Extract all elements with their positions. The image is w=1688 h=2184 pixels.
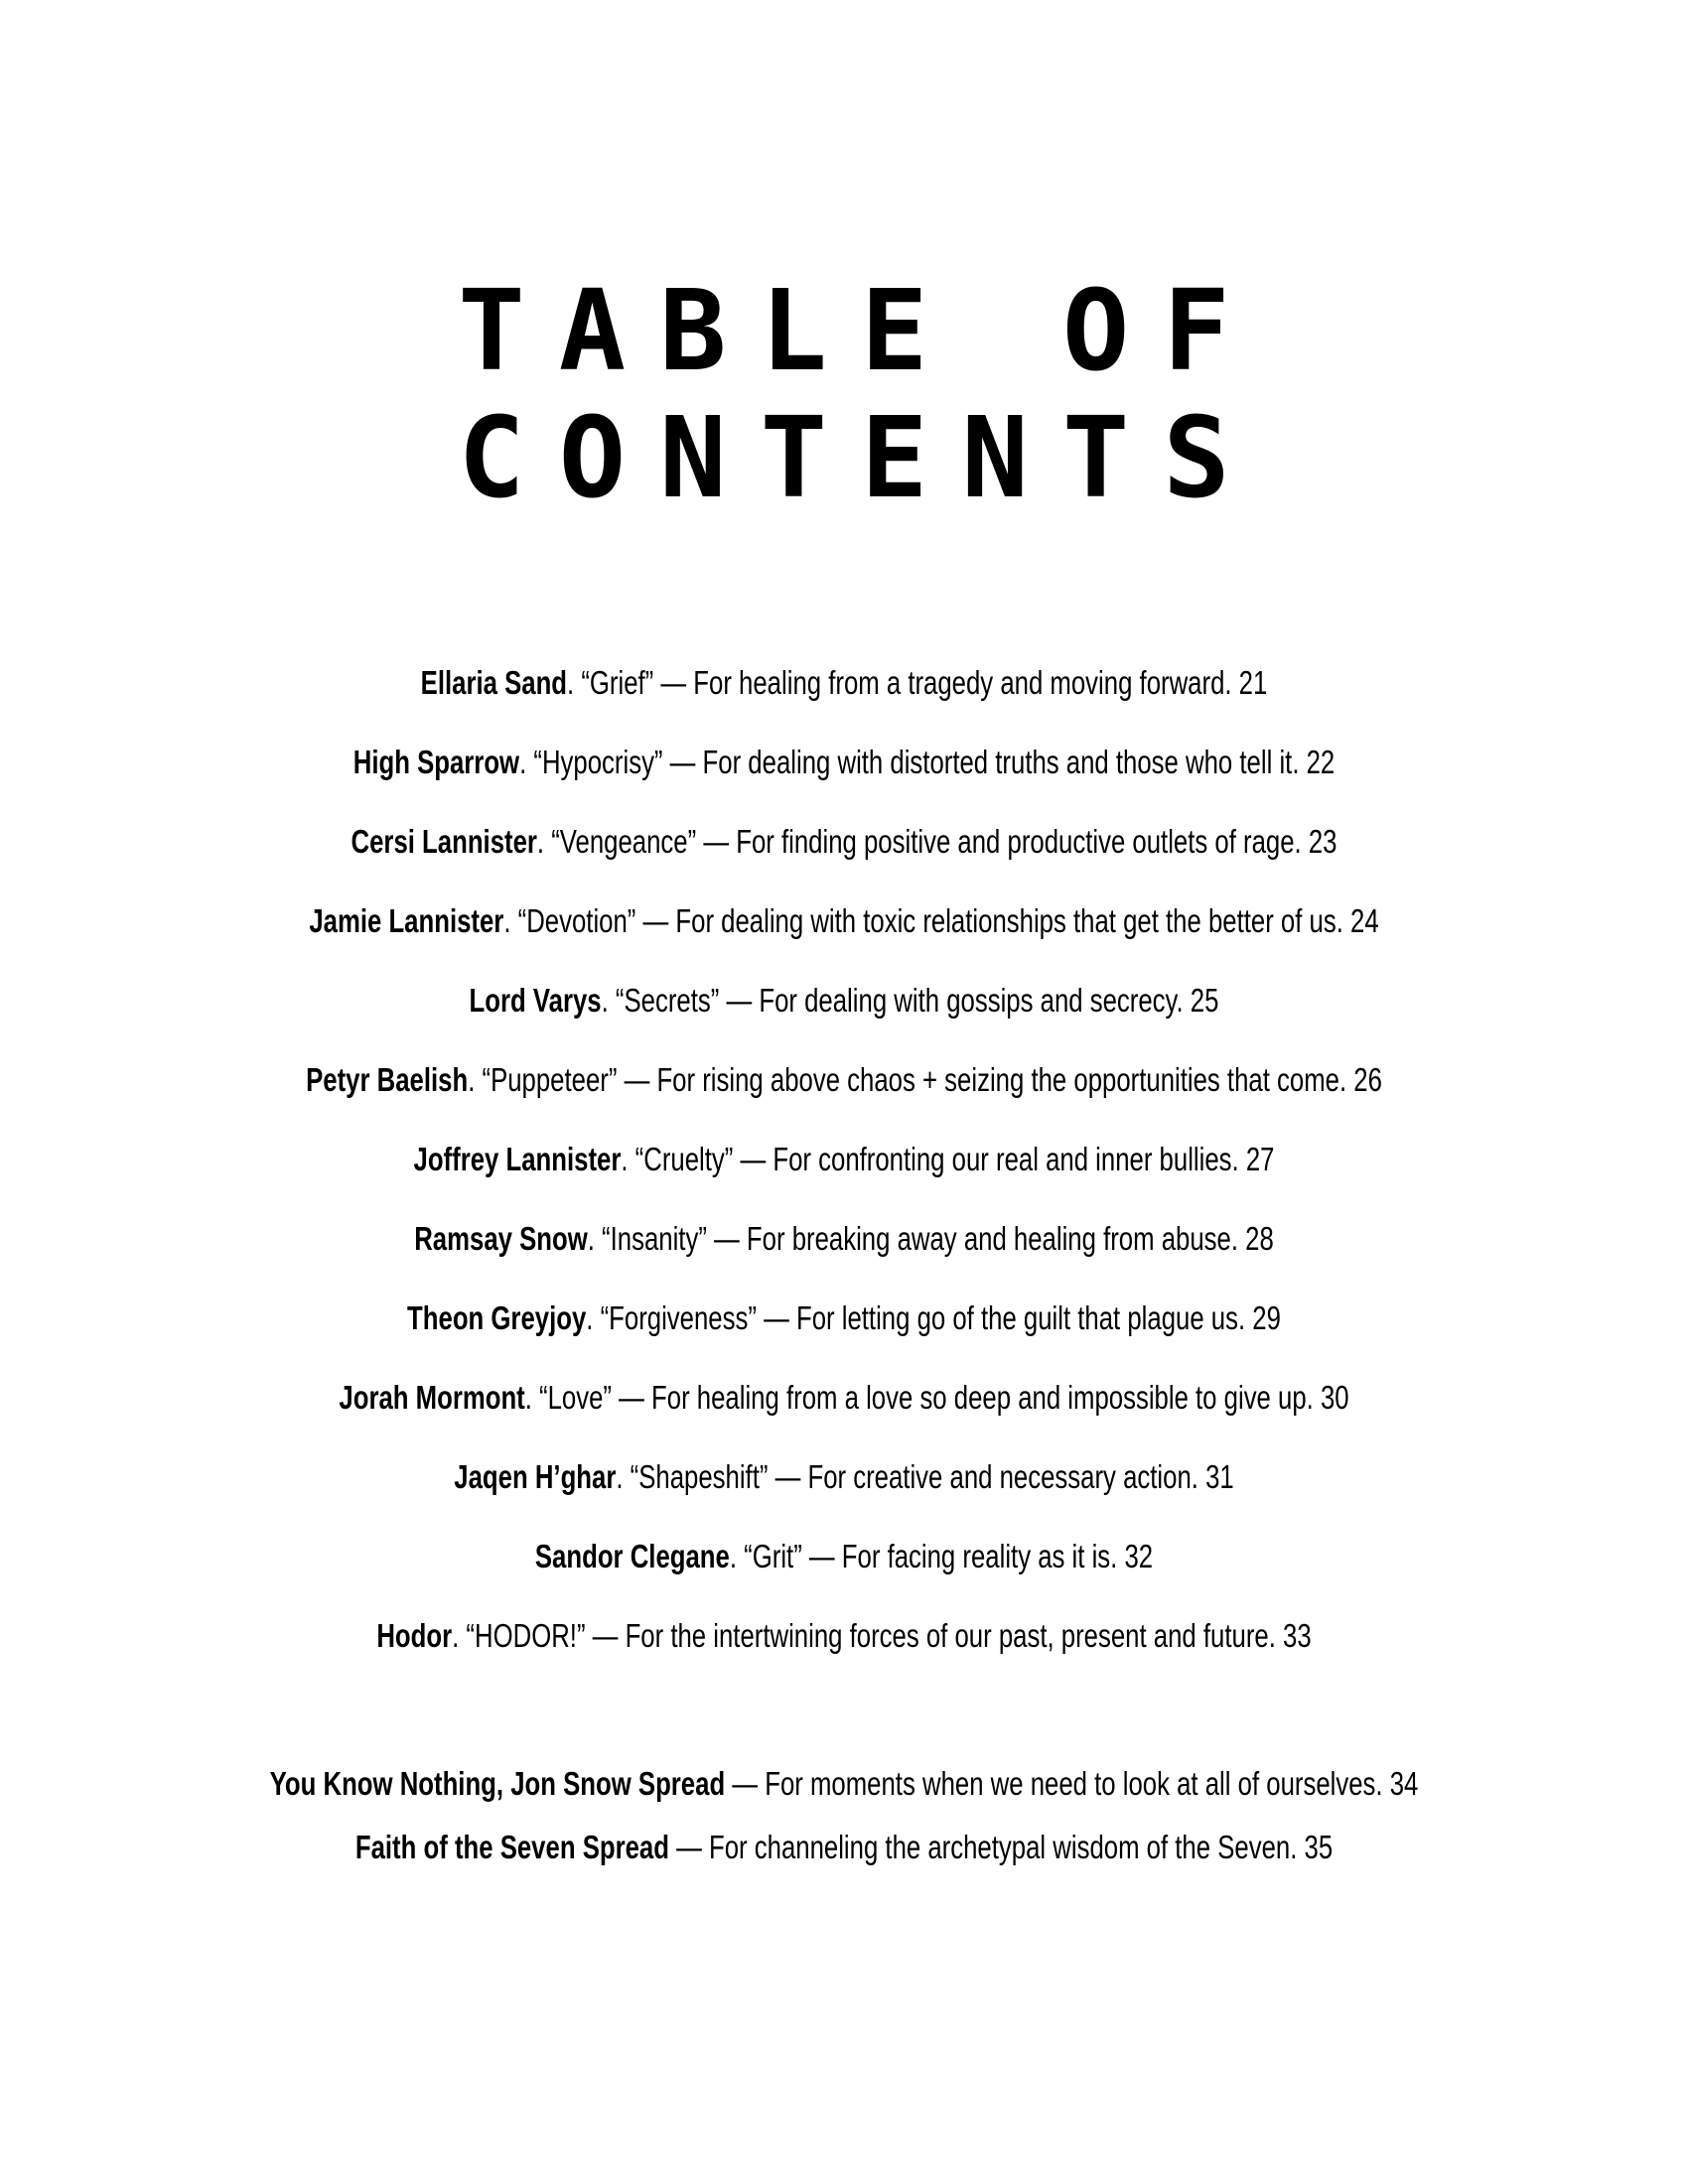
- spread-name: You Know Nothing, Jon Snow Spread: [269, 1765, 726, 1802]
- entry-name: Hodor: [376, 1617, 453, 1654]
- spreads-list: [0, 1752, 1688, 1879]
- entry-description: . “Forgiveness” — For letting go of the guilt that plague us. 29: [586, 1299, 1281, 1336]
- entry-description: . “Grit” — For facing reality as it is. 32: [729, 1538, 1154, 1574]
- page-title: [0, 268, 1688, 522]
- title-line-2: CONTENTS: [458, 394, 1264, 523]
- toc-entry-lord-varys[interactable]: [186, 961, 1502, 1040]
- entry-name: High Sparrow: [352, 744, 520, 780]
- toc-entry-hodor[interactable]: [186, 1596, 1502, 1676]
- entry-name: Ellaria Sand: [420, 664, 568, 701]
- toc-entry-cersi-lannister[interactable]: [186, 802, 1502, 882]
- toc-entry-jaqen-hghar[interactable]: [186, 1437, 1502, 1517]
- entry-description: . “Grief” — For healing from a tragedy and moving forward. 21: [567, 664, 1268, 701]
- entry-description: . “HODOR!” — For the intertwining forces of our past, present and future. 33: [452, 1617, 1312, 1654]
- entry-name: Joffrey Lannister: [413, 1141, 622, 1177]
- spread-description: — For moments when we need to look at all of ourselves. 34: [725, 1765, 1419, 1802]
- toc-entry-jorah-mormont[interactable]: [186, 1358, 1502, 1437]
- entry-description: . “Puppeteer” — For rising above chaos + seizing the opportunities that come. 26: [468, 1061, 1382, 1098]
- toc-entry-theon-greyjoy[interactable]: [186, 1279, 1502, 1358]
- entry-name: Theon Greyjoy: [407, 1299, 587, 1336]
- toc-entry-joffrey-lannister[interactable]: [186, 1120, 1502, 1199]
- entry-description: . “Secrets” — For dealing with gossips and secrecy. 25: [601, 982, 1219, 1019]
- toc-entry-high-sparrow[interactable]: [186, 723, 1502, 802]
- entry-description: . “Insanity” — For breaking away and healing from abuse. 28: [587, 1220, 1274, 1257]
- entry-description: . “Shapeshift” — For creative and necessary action. 31: [616, 1458, 1234, 1495]
- entry-name: Petyr Baelish: [306, 1061, 469, 1098]
- spread-description: — For channeling the archetypal wisdom of the Seven. 35: [668, 1829, 1334, 1865]
- entry-description: . “Love” — For healing from a love so deep and impossible to give up. 30: [524, 1379, 1349, 1416]
- entry-description: . “Cruelty” — For confronting our real and inner bullies. 27: [621, 1141, 1275, 1177]
- contents-list: [0, 643, 1688, 1676]
- entry-name: Jorah Mormont: [339, 1379, 525, 1416]
- toc-entry-faith-of-the-seven-spread[interactable]: [186, 1816, 1502, 1879]
- entry-name: Jamie Lannister: [309, 902, 504, 939]
- entry-description: . “Vengeance” — For finding positive and productive outlets of rage. 23: [536, 823, 1337, 860]
- toc-entry-petyr-baelish[interactable]: [186, 1040, 1502, 1120]
- spread-name: Faith of the Seven Spread: [354, 1829, 669, 1865]
- entry-name: Sandor Clegane: [534, 1538, 730, 1574]
- entry-name: Jaqen H’ghar: [454, 1458, 617, 1495]
- entry-description: . “Devotion” — For dealing with toxic relationships that get the better of us. 24: [503, 902, 1379, 939]
- entry-name: Ramsay Snow: [414, 1220, 588, 1257]
- entry-name: Cersi Lannister: [351, 823, 537, 860]
- toc-entry-ramsay-snow[interactable]: [186, 1199, 1502, 1279]
- toc-entry-jon-snow-spread[interactable]: [186, 1752, 1502, 1816]
- toc-entry-ellaria-sand[interactable]: [186, 643, 1502, 723]
- title-line-1: TABLE OF: [458, 267, 1264, 396]
- entry-description: . “Hypocrisy” — For dealing with distorted truths and those who tell it. 22: [519, 744, 1336, 780]
- toc-entry-jamie-lannister[interactable]: [186, 882, 1502, 961]
- entry-name: Lord Varys: [469, 982, 602, 1019]
- toc-entry-sandor-clegane[interactable]: [186, 1517, 1502, 1596]
